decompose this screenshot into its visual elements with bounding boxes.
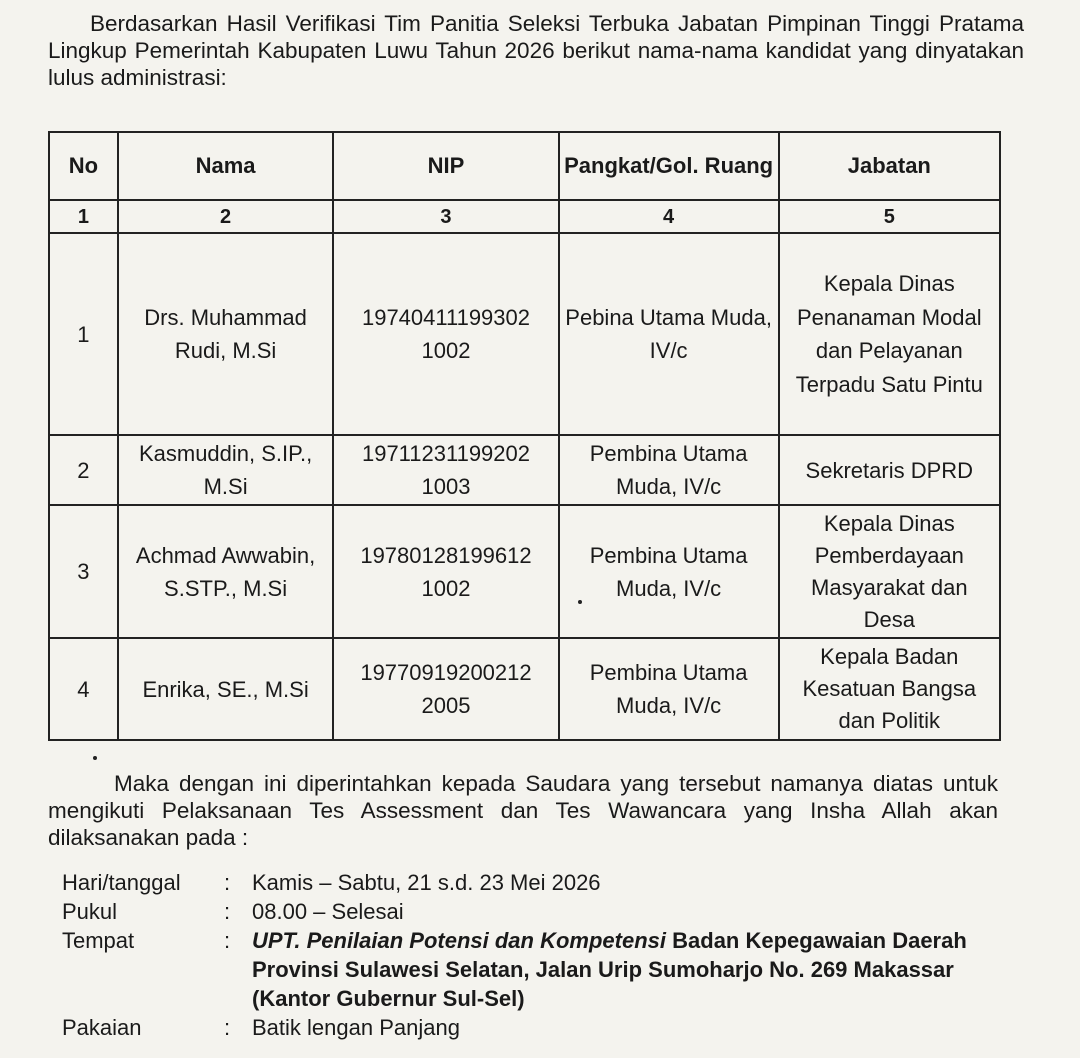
cell-nama: Enrika, SE., M.Si: [118, 638, 333, 740]
detail-label: Tempat: [62, 928, 135, 953]
cell-nip: 19711231199202 1003: [333, 435, 558, 505]
column-number: 1: [49, 200, 118, 233]
cell-pangkat: Pebina Utama Muda, IV/c: [559, 233, 779, 435]
header-jabatan: Jabatan: [779, 132, 1000, 200]
column-number: 4: [559, 200, 779, 233]
cell-nip: 19770919200212 2005: [333, 638, 558, 740]
cell-pangkat: Pembina Utama Muda, IV/c: [559, 435, 779, 505]
cell-nama: Achmad Awwabin, S.STP., M.Si: [118, 505, 333, 638]
detail-label: Pukul: [62, 899, 118, 924]
table-row: [49, 233, 1000, 435]
cell-no: 2: [49, 435, 118, 505]
header-pangkat: Pangkat/Gol. Ruang: [559, 132, 779, 200]
cell-nip: 19780128199612 1002: [333, 505, 558, 638]
detail-value: Kamis – Sabtu, 21 s.d. 23 Mei 2026: [252, 870, 601, 895]
cell-pangkat: Pembina Utama Muda, IV/c: [559, 505, 779, 638]
detail-colon: :: [224, 928, 231, 953]
table-row: [49, 505, 1000, 638]
detail-colon: :: [224, 899, 231, 924]
cell-nama: Kasmuddin, S.IP., M.Si: [118, 435, 333, 505]
header-nip: NIP: [333, 132, 558, 200]
column-number: 3: [333, 200, 558, 233]
detail-value: Batik lengan Panjang: [252, 1015, 460, 1040]
cell-no: 1: [49, 233, 118, 435]
venue-rest: Badan Kepegawaian Daerah Provinsi Sulawesi Selatan, Jalan Urip Sumoharjo No. 269 Makassar (Kantor Gubernur Sul-Sel): [252, 928, 967, 1011]
detail-colon: :: [224, 1015, 231, 1040]
candidate-table: [48, 131, 1001, 741]
detail-value: [252, 926, 972, 1013]
cell-nip: 19740411199302 1002: [333, 233, 558, 435]
table-row: [49, 638, 1000, 740]
intro-paragraph: [48, 10, 1024, 91]
intro-text: Berdasarkan Hasil Verifikasi Tim Panitia Seleksi Terbuka Jabatan Pimpinan Tinggi Pratama Lingkup Pemerintah Kabupaten Luwu Tahun 2026 berikut nama-nama kandidat yang dinyatakan lulus administrasi:: [48, 11, 1024, 90]
cell-no: 4: [49, 638, 118, 740]
table-header-row: [49, 132, 1000, 200]
column-number: 5: [779, 200, 1000, 233]
cell-jabatan: Kepala Dinas Pemberdayaan Masyarakat dan Desa: [779, 505, 1000, 638]
closing-text: Maka dengan ini diperintahkan kepada Saudara yang tersebut namanya diatas untuk mengikuti Pelaksanaan Tes Assessment dan Tes Wawancara yang Insha Allah akan dilaksanakan pada :: [48, 771, 998, 850]
table-row: [49, 435, 1000, 505]
detail-value: 08.00 – Selesai: [252, 899, 404, 924]
scan-speck: [578, 600, 582, 604]
cell-no: 3: [49, 505, 118, 638]
venue-italic: UPT. Penilaian Potensi dan Kompetensi: [252, 928, 667, 953]
closing-paragraph: [48, 770, 998, 851]
column-number-row: [49, 200, 1000, 233]
detail-colon: :: [224, 870, 231, 895]
cell-jabatan: Kepala Dinas Penanaman Modal dan Pelayanan Terpadu Satu Pintu: [779, 233, 1000, 435]
header-nama: Nama: [118, 132, 333, 200]
cell-jabatan: Kepala Badan Kesatuan Bangsa dan Politik: [779, 638, 1000, 740]
detail-label: Hari/tanggal: [62, 870, 181, 895]
cell-nama: Drs. Muhammad Rudi, M.Si: [118, 233, 333, 435]
header-no: No: [49, 132, 118, 200]
scan-speck: [93, 756, 97, 760]
detail-label: Pakaian: [62, 1015, 142, 1040]
column-number: 2: [118, 200, 333, 233]
cell-jabatan: Sekretaris DPRD: [779, 435, 1000, 505]
cell-pangkat: Pembina Utama Muda, IV/c: [559, 638, 779, 740]
